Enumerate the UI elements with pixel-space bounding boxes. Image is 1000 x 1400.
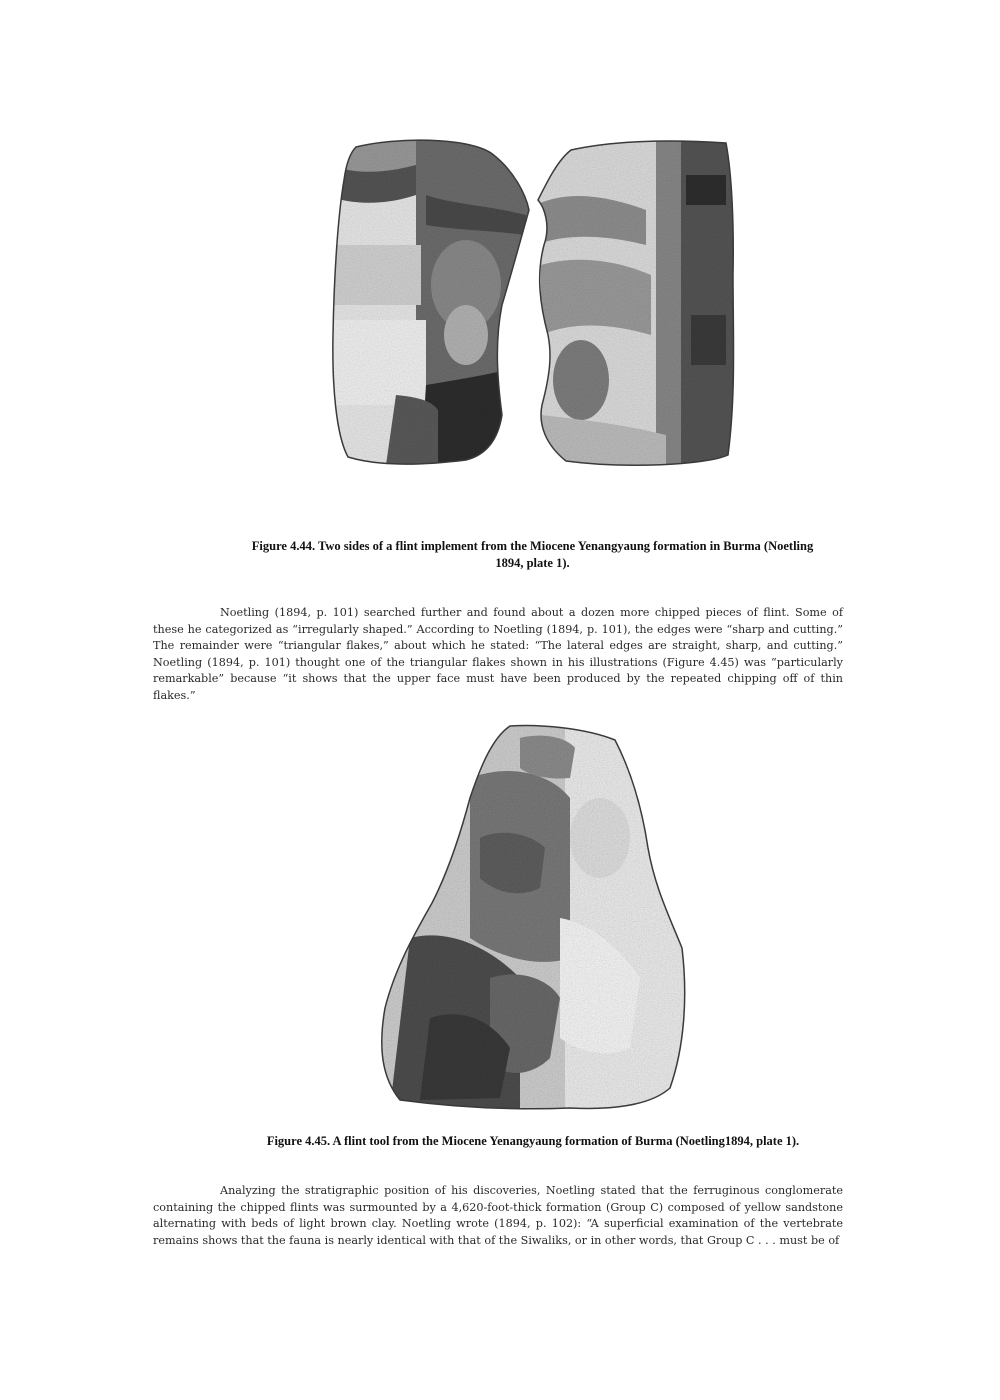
figure-4-45-image	[370, 718, 692, 1120]
figure-4-44-caption: Figure 4.44. Two sides of a flint implement from the Miocene Yenangyaung formation in Burma (Noetling 1894, plate 1).	[251, 539, 814, 570]
body-paragraph: Noetling (1894, p. 101) searched further and found about a dozen more chipped pieces of flint. Some of these he categorized as “irregularly shaped.” According to Noetling (1894, p. 101), the edges were “sharp and cutting.” The remainder were “triangular flakes,” about which he stated: “The lateral edges are straight, sharp, and cutting.” Noetling (1894, p. 101) thought one of the triangular flakes shown in his illustrations (Figure 4.45) was “particularly remarkable” because “it shows that the upper face must have been produced by the repeated chipping off of thin flakes.”	[153, 606, 843, 702]
figure-4-45-caption: Figure 4.45. A flint tool from the Miocene Yenangyaung formation of Burma (Noetling1894, plate 1).	[266, 1134, 800, 1148]
body-paragraph: Analyzing the stratigraphic position of his discoveries, Noetling stated that the ferruginous conglomerate containing the chipped flints was surmounted by a 4,620-foot-thick formation (Group C) composed of yellow sandstone alternating with beds of light brown clay. Noetling wrote (1894, p. 102): “A superficial examination of the vertebrate remains shows that the fauna is nearly identical with that of the Siwaliks, or in other words, that Group C . . . must be of	[153, 1184, 843, 1247]
figure-4-44-image	[326, 135, 738, 480]
